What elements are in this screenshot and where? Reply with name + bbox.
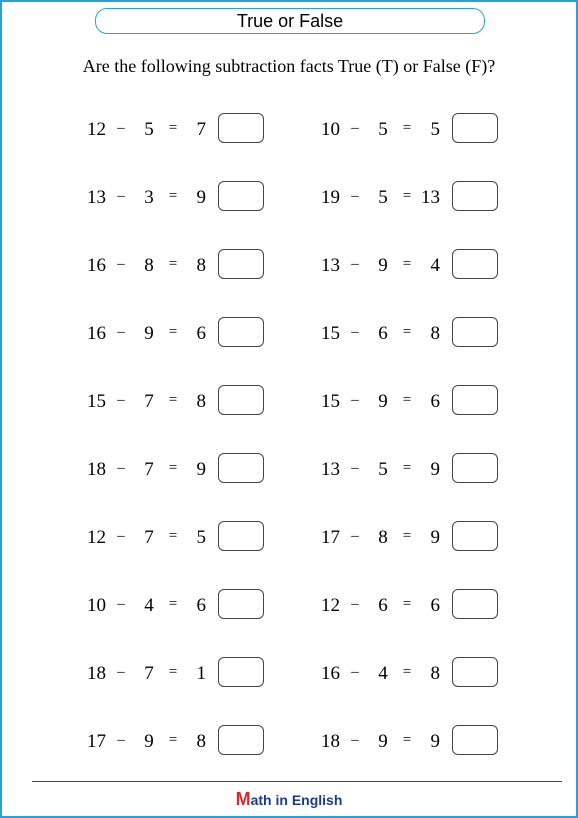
equals-sign: = — [402, 732, 412, 748]
answer-box[interactable] — [452, 725, 498, 755]
equals-sign: = — [168, 732, 178, 748]
minus-sign: – — [117, 324, 125, 340]
minuend: 13 — [321, 255, 340, 276]
problem-row — [80, 521, 270, 555]
equals-sign: = — [168, 120, 178, 136]
minuend: 13 — [321, 459, 340, 480]
minus-sign: – — [117, 256, 125, 272]
difference: 4 — [430, 255, 440, 276]
answer-box[interactable] — [218, 249, 264, 279]
minus-sign: – — [117, 392, 125, 408]
minus-sign: – — [117, 596, 125, 612]
minuend: 16 — [87, 255, 106, 276]
minus-sign: – — [351, 392, 359, 408]
subtrahend: 5 — [144, 119, 154, 140]
equals-sign: = — [402, 120, 412, 136]
difference: 6 — [196, 595, 206, 616]
answer-box[interactable] — [452, 453, 498, 483]
page-title-text: True or False — [236, 10, 344, 31]
minuend: 10 — [87, 595, 106, 616]
subtrahend: 8 — [378, 527, 388, 548]
answer-box[interactable] — [218, 589, 264, 619]
minus-sign: – — [117, 188, 125, 204]
answer-box[interactable] — [452, 113, 498, 143]
difference: 6 — [430, 391, 440, 412]
problem-row — [80, 725, 270, 759]
subtrahend: 8 — [144, 255, 154, 276]
answer-box[interactable] — [452, 657, 498, 687]
logo-text: ath in English — [250, 792, 343, 808]
minus-sign: – — [117, 528, 125, 544]
problem-row — [314, 317, 504, 351]
difference: 9 — [430, 459, 440, 480]
minuend: 17 — [87, 731, 106, 752]
subtrahend: 9 — [378, 391, 388, 412]
difference: 5 — [430, 119, 440, 140]
answer-box[interactable] — [452, 181, 498, 211]
subtrahend: 7 — [144, 527, 154, 548]
minuend: 15 — [321, 323, 340, 344]
difference: 5 — [196, 527, 206, 548]
answer-box[interactable] — [452, 589, 498, 619]
equals-sign: = — [402, 188, 412, 204]
minuend: 15 — [87, 391, 106, 412]
subtrahend: 6 — [378, 595, 388, 616]
difference: 9 — [196, 187, 206, 208]
minus-sign: – — [117, 460, 125, 476]
instructions: Are the following subtraction facts True (T) or False (F)? — [82, 56, 496, 76]
difference: 6 — [430, 595, 440, 616]
subtrahend: 9 — [144, 323, 154, 344]
subtrahend: 9 — [144, 731, 154, 752]
answer-box[interactable] — [218, 521, 264, 551]
minus-sign: – — [117, 664, 125, 680]
difference: 9 — [430, 527, 440, 548]
minus-sign: – — [351, 324, 359, 340]
problem-row — [314, 113, 504, 147]
minuend: 12 — [321, 595, 340, 616]
minus-sign: – — [117, 120, 125, 136]
subtrahend: 9 — [378, 255, 388, 276]
difference: 8 — [196, 731, 206, 752]
problem-row — [314, 453, 504, 487]
answer-box[interactable] — [218, 317, 264, 347]
answer-box[interactable] — [218, 725, 264, 755]
equals-sign: = — [168, 528, 178, 544]
minuend: 15 — [321, 391, 340, 412]
answer-box[interactable] — [452, 521, 498, 551]
answer-box[interactable] — [218, 453, 264, 483]
problem-row — [314, 385, 504, 419]
equals-sign: = — [402, 528, 412, 544]
difference: 1 — [196, 663, 206, 684]
problem-row — [314, 521, 504, 555]
subtrahend: 5 — [378, 459, 388, 480]
difference: 6 — [196, 323, 206, 344]
minuend: 16 — [87, 323, 106, 344]
problem-row — [80, 385, 270, 419]
problem-row — [80, 317, 270, 351]
subtrahend: 6 — [378, 323, 388, 344]
subtrahend: 5 — [378, 119, 388, 140]
problem-row — [80, 657, 270, 691]
minuend: 13 — [87, 187, 106, 208]
problem-row — [314, 181, 504, 215]
answer-box[interactable] — [218, 181, 264, 211]
difference: 8 — [196, 255, 206, 276]
footer-divider — [32, 781, 562, 782]
difference: 8 — [430, 323, 440, 344]
equals-sign: = — [168, 460, 178, 476]
minuend: 16 — [321, 663, 340, 684]
equals-sign: = — [168, 256, 178, 272]
answer-box[interactable] — [452, 385, 498, 415]
equals-sign: = — [168, 664, 178, 680]
minuend: 10 — [321, 119, 340, 140]
answer-box[interactable] — [452, 317, 498, 347]
minuend: 12 — [87, 119, 106, 140]
minus-sign: – — [351, 460, 359, 476]
problem-row — [80, 113, 270, 147]
subtrahend: 7 — [144, 663, 154, 684]
minuend: 17 — [321, 527, 340, 548]
problem-row — [80, 589, 270, 623]
difference: 8 — [430, 663, 440, 684]
problem-row — [314, 725, 504, 759]
answer-box[interactable] — [452, 249, 498, 279]
difference: 9 — [196, 459, 206, 480]
answer-box[interactable] — [218, 657, 264, 687]
equals-sign: = — [168, 392, 178, 408]
problem-row — [80, 181, 270, 215]
equals-sign: = — [168, 596, 178, 612]
math-in-english-logo — [0, 789, 578, 810]
minus-sign: – — [351, 256, 359, 272]
minus-sign: – — [351, 732, 359, 748]
equals-sign: = — [402, 664, 412, 680]
subtrahend: 7 — [144, 391, 154, 412]
subtrahend: 4 — [378, 663, 388, 684]
subtrahend: 5 — [378, 187, 388, 208]
minus-sign: – — [351, 120, 359, 136]
difference: 13 — [421, 187, 440, 208]
problem-row — [314, 249, 504, 283]
minus-sign: – — [117, 732, 125, 748]
equals-sign: = — [402, 596, 412, 612]
equals-sign: = — [168, 188, 178, 204]
page-title — [95, 8, 485, 34]
minus-sign: – — [351, 188, 359, 204]
logo-initial: M — [235, 789, 251, 809]
subtrahend: 7 — [144, 459, 154, 480]
subtrahend: 3 — [144, 187, 154, 208]
minuend: 12 — [87, 527, 106, 548]
minuend: 19 — [321, 187, 340, 208]
minuend: 18 — [321, 731, 340, 752]
minuend: 18 — [87, 663, 106, 684]
difference: 7 — [196, 119, 206, 140]
minus-sign: – — [351, 664, 359, 680]
difference: 8 — [196, 391, 206, 412]
minus-sign: – — [351, 596, 359, 612]
minus-sign: – — [351, 528, 359, 544]
subtrahend: 4 — [144, 595, 154, 616]
answer-box[interactable] — [218, 385, 264, 415]
problem-row — [80, 249, 270, 283]
answer-box[interactable] — [218, 113, 264, 143]
equals-sign: = — [402, 324, 412, 340]
subtrahend: 9 — [378, 731, 388, 752]
problem-row — [314, 657, 504, 691]
equals-sign: = — [402, 392, 412, 408]
equals-sign: = — [402, 256, 412, 272]
equals-sign: = — [402, 460, 412, 476]
difference: 9 — [430, 731, 440, 752]
problem-row — [80, 453, 270, 487]
problem-row — [314, 589, 504, 623]
minuend: 18 — [87, 459, 106, 480]
equals-sign: = — [168, 324, 178, 340]
